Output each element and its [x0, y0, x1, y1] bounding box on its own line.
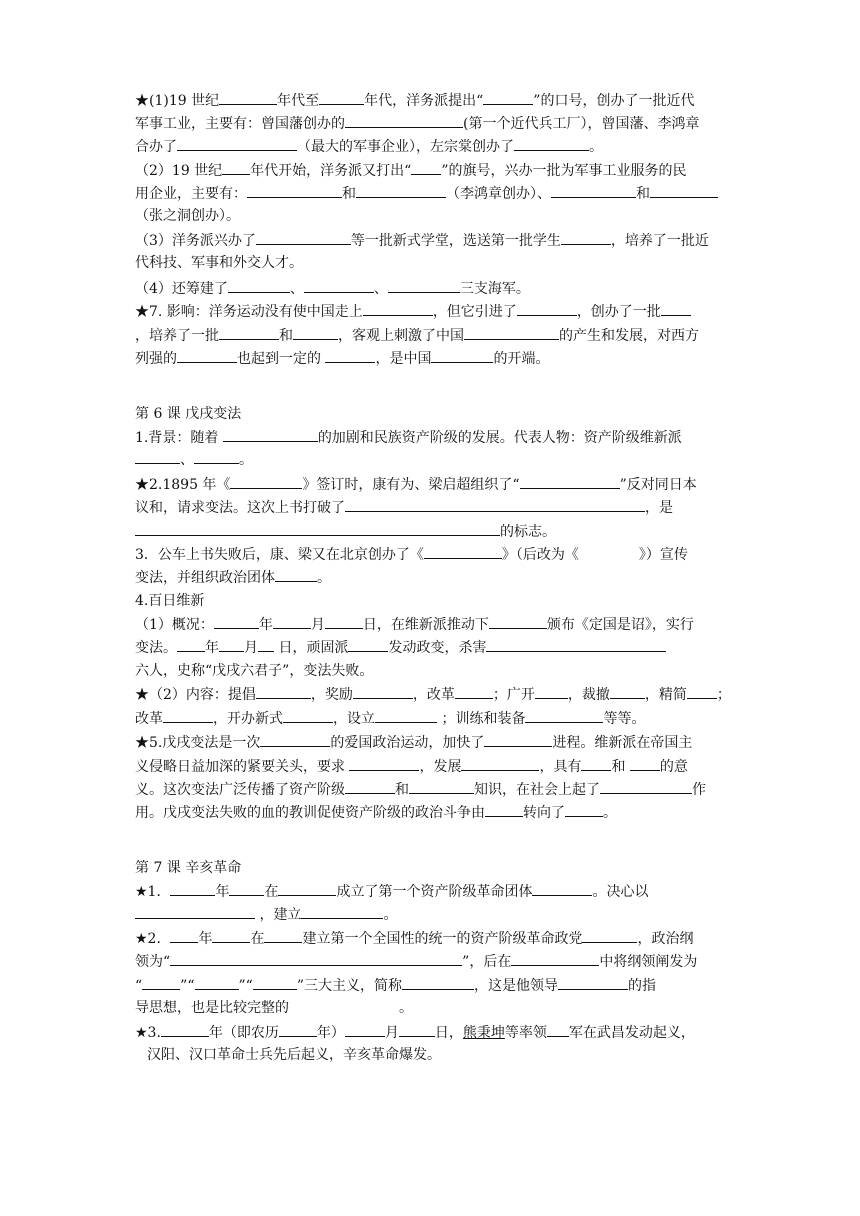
fill-blank[interactable] [630, 755, 660, 771]
line-text: ，但它引进了 [432, 304, 517, 320]
text-line [135, 448, 253, 470]
line-text: （李鸿章创办）、 [446, 186, 551, 202]
line-text: 》签订时，康有为、梁启超组织了“ [302, 477, 520, 493]
fill-blank[interactable] [219, 324, 279, 340]
line-text: 月 [384, 1025, 399, 1041]
line-text: （2）19 世纪 [135, 163, 223, 179]
text-line [147, 1044, 441, 1066]
text-line [135, 950, 697, 972]
line-text: （1）概况： [135, 617, 214, 633]
line-text: 义侵略日益加深的紧要关头，要求 [135, 759, 350, 775]
text-line [135, 205, 240, 227]
fill-blank[interactable] [161, 1021, 209, 1037]
text-line [135, 974, 656, 996]
line-text: ★5.戊戌变法是一次 [135, 735, 261, 751]
fill-blank[interactable] [399, 1021, 435, 1037]
text-line [135, 880, 648, 902]
fill-blank[interactable] [194, 448, 239, 464]
fill-blank[interactable] [304, 277, 374, 293]
line-text: 在 [264, 884, 279, 900]
fill-blank[interactable] [558, 974, 628, 990]
fill-blank[interactable] [565, 801, 603, 817]
fill-blank[interactable] [411, 159, 441, 175]
fill-blank[interactable] [229, 880, 264, 896]
fill-blank[interactable] [461, 755, 539, 771]
line-text: 在 [250, 931, 265, 947]
line-text: 转向了 [523, 805, 565, 821]
line-text: 。 [317, 570, 331, 586]
line-text: ，是 [645, 500, 673, 516]
fill-blank[interactable] [388, 277, 460, 293]
fill-blank[interactable] [349, 755, 419, 771]
underlined-name: 熊秉坤 [462, 1025, 505, 1041]
line-text: （3）洋务派兴办了 [135, 233, 256, 249]
text-line [135, 801, 617, 823]
line-text: 成立了第一个资产阶级革命团体 [336, 884, 533, 900]
fill-blank[interactable] [170, 950, 462, 966]
line-text: ”的旗号，兴办一批为军事工业服务的民 [441, 163, 687, 179]
fill-blank[interactable] [511, 950, 599, 966]
line-text: ★2． [135, 931, 171, 947]
fill-blank[interactable] [582, 927, 637, 943]
fill-blank[interactable] [409, 778, 474, 794]
text-line [135, 543, 688, 565]
text-line [135, 903, 397, 925]
fill-blank[interactable] [135, 448, 180, 464]
line-text: 等等。 [603, 711, 646, 727]
fill-blank[interactable] [345, 1021, 385, 1037]
line-text: 日， [434, 1025, 463, 1041]
line-text: ”三大主义，简称 [296, 978, 402, 994]
line-text: 。 [603, 805, 617, 821]
line-text: 和 [395, 782, 409, 798]
fill-blank[interactable] [247, 182, 342, 198]
line-text: 月 [310, 617, 325, 633]
line-text: 。 [239, 452, 253, 468]
line-text: ；广开 [492, 687, 535, 703]
line-text: 导思想，也是比较完整的 [135, 1000, 289, 1016]
fill-blank[interactable] [256, 229, 351, 245]
line-text: 改革 [135, 711, 163, 727]
line-text: ★7. 影响：洋务运动没有使中国走上 [135, 304, 363, 320]
line-text: 义。这次变法广泛传播了资产阶级 [135, 782, 345, 798]
line-text: ，客观上刺激了中国 [338, 328, 464, 344]
fill-blank[interactable] [532, 880, 592, 896]
fill-blank[interactable] [514, 135, 589, 151]
line-text: 中将纲领阐发为 [599, 954, 698, 970]
line-text: 第 6 课 戊戌变法 [135, 406, 242, 422]
line-text: 发动政变，杀害 [388, 640, 487, 656]
fill-blank[interactable] [485, 801, 523, 817]
fill-blank[interactable] [483, 89, 533, 105]
line-text: 的意 [659, 759, 688, 775]
text-line [135, 135, 603, 157]
line-text: 年代，洋务派提出“ [364, 93, 484, 109]
text-line [135, 89, 694, 111]
text-line [135, 520, 556, 542]
fill-blank[interactable] [258, 636, 274, 652]
line-text: ，建立 [255, 907, 302, 923]
line-text: ，开办新式 [213, 711, 283, 727]
fill-blank[interactable] [195, 974, 239, 990]
line-text: ”“ [238, 978, 253, 994]
fill-blank[interactable] [424, 543, 502, 559]
text-line [135, 347, 549, 369]
fill-blank[interactable] [535, 683, 568, 699]
fill-blank[interactable] [301, 903, 383, 919]
fill-space[interactable] [289, 997, 399, 1012]
fill-blank[interactable] [264, 927, 302, 943]
line-text: ，奖励 [310, 687, 353, 703]
line-text: 列强的 [135, 351, 177, 367]
fill-space[interactable] [579, 544, 639, 559]
line-text: 的开端。 [493, 351, 550, 367]
fill-blank[interactable] [325, 613, 363, 629]
fill-blank[interactable] [520, 473, 620, 489]
text-line [135, 755, 688, 777]
line-text: (第一个近代兵工厂），曾国藩、李鸿章 [463, 116, 700, 132]
fill-blank[interactable] [581, 755, 611, 771]
line-text: （4）还筹建了 [135, 281, 228, 297]
fill-blank[interactable] [600, 778, 692, 794]
line-text: ，是中国 [375, 351, 432, 367]
text-line [135, 112, 699, 134]
line-text: 等率领 [504, 1025, 547, 1041]
fill-blank[interactable] [283, 707, 333, 723]
line-text: 颁布《定国是诏》，实行 [546, 617, 694, 633]
line-text: 年 [215, 884, 230, 900]
fill-blank[interactable] [486, 636, 666, 652]
line-text: ，发展 [419, 759, 462, 775]
fill-blank[interactable] [142, 974, 180, 990]
line-text: 年） [316, 1025, 345, 1041]
line-text: 的标志。 [500, 524, 556, 540]
line-text: 日，在维新派推动下 [362, 617, 489, 633]
text-line [135, 300, 691, 322]
fill-blank[interactable] [177, 347, 237, 363]
line-text: ，裁撤 [567, 687, 610, 703]
text-line [135, 857, 241, 879]
fill-blank[interactable] [222, 159, 250, 175]
fill-blank[interactable] [610, 683, 645, 699]
fill-blank[interactable] [214, 613, 259, 629]
line-text: 。 [383, 907, 398, 923]
fill-blank[interactable] [551, 182, 636, 198]
fill-blank[interactable] [431, 347, 493, 363]
line-text: ，具有 [539, 759, 582, 775]
fill-blank[interactable] [561, 229, 611, 245]
fill-blank[interactable] [253, 974, 297, 990]
text-line [135, 613, 694, 635]
line-text: 日，顽固派 [274, 640, 349, 656]
fill-blank[interactable] [687, 683, 717, 699]
fill-blank[interactable] [353, 683, 413, 699]
fill-blank[interactable] [135, 903, 255, 919]
line-text: 》）宣传 [638, 547, 688, 563]
fill-blank[interactable] [293, 324, 338, 340]
line-text: 的加剧和民族资产阶级的发展。代表人物：资产阶级维新派 [317, 430, 682, 446]
line-text: ”的口号，创办了一批近代 [533, 93, 695, 109]
line-text: 、 [180, 452, 194, 468]
line-text: 的爱国政治运动，加快了 [330, 735, 485, 751]
fill-blank[interactable] [356, 182, 446, 198]
line-text: 和 [636, 186, 650, 202]
fill-blank[interactable] [219, 89, 277, 105]
line-text: ，政治纲 [637, 931, 694, 947]
line-text: 进程。维新派在帝国主 [552, 735, 693, 751]
fill-blank[interactable] [275, 566, 317, 582]
fill-blank[interactable] [525, 707, 603, 723]
fill-blank[interactable] [230, 473, 302, 489]
text-line [135, 683, 731, 705]
line-text: 月 [244, 640, 258, 656]
text-line [135, 1021, 695, 1043]
fill-blank[interactable] [489, 613, 547, 629]
line-text: ★(1)19 世纪 [135, 93, 220, 109]
fill-blank[interactable] [163, 707, 213, 723]
line-text: 汉阳、汉口革命士兵先后起义，辛亥革命爆发。 [147, 1047, 441, 1063]
fill-blank[interactable] [170, 927, 198, 943]
fill-blank[interactable] [319, 89, 364, 105]
fill-blank[interactable] [345, 112, 463, 128]
text-line [135, 159, 687, 181]
text-line [135, 566, 331, 588]
fill-blank[interactable] [484, 731, 552, 747]
line-text: 》（后改为《 [501, 547, 579, 563]
fill-blank[interactable] [464, 324, 559, 340]
line-text: “ [135, 978, 143, 994]
line-text: ，设立 [333, 711, 375, 727]
line-text: 变法，并组织政治团体 [135, 570, 275, 586]
text-line [135, 707, 645, 729]
line-text: ；训练和装备 [437, 711, 526, 727]
line-text: 年代开始，洋务派又打出“ [250, 163, 412, 179]
line-text: 、 [373, 281, 388, 297]
fill-blank[interactable] [135, 520, 500, 536]
line-text: ★2.1895 年《 [135, 477, 231, 493]
fill-blank[interactable] [402, 974, 474, 990]
line-text: ，精简 [644, 687, 687, 703]
line-text: 年（即农历 [208, 1025, 279, 1041]
text-line [135, 660, 373, 682]
text-line [135, 496, 673, 518]
text-line [135, 927, 693, 949]
line-text: 合办了 [135, 139, 177, 155]
line-text: 也起到一定的 [237, 351, 326, 367]
line-text: ”“ [180, 978, 195, 994]
line-text: 领为“ [135, 954, 171, 970]
text-line [135, 182, 718, 204]
line-text: 和 [342, 186, 356, 202]
line-text: 等一批新式学堂，选送第一批学生 [350, 233, 561, 249]
fill-blank[interactable] [547, 1021, 569, 1037]
line-text: 变法。 [135, 640, 177, 656]
line-text: 。 [399, 1000, 413, 1016]
line-text: 六人，史称“戊戌六君子”，变法失败。 [135, 663, 374, 679]
fill-blank[interactable] [279, 1021, 317, 1037]
line-text: 军事工业，主要有：曾国藩创办的 [135, 116, 345, 132]
fill-blank[interactable] [325, 347, 375, 363]
fill-blank[interactable] [177, 636, 205, 652]
fill-blank[interactable] [345, 496, 645, 512]
text-line [135, 403, 241, 425]
fill-blank[interactable] [273, 613, 311, 629]
line-text: ，改革 [412, 687, 455, 703]
line-text: ，这是他领导 [474, 978, 558, 994]
fill-blank[interactable] [260, 731, 330, 747]
text-line [135, 426, 682, 448]
text-line [135, 636, 666, 658]
line-text: （张之洞创办）。 [135, 208, 240, 224]
line-text: 和 [611, 759, 630, 775]
text-line [135, 997, 413, 1019]
fill-blank[interactable] [661, 300, 691, 316]
line-text: 作 [692, 782, 706, 798]
line-text: 年代至 [277, 93, 320, 109]
fill-blank[interactable] [177, 135, 297, 151]
line-text: 1.背景：随着 [135, 430, 223, 446]
fill-blank[interactable] [650, 182, 718, 198]
fill-blank[interactable] [223, 426, 318, 442]
line-text: ★（2）内容：提倡 [135, 687, 256, 703]
line-text: 年 [198, 931, 213, 947]
fill-blank[interactable] [455, 683, 493, 699]
fill-blank[interactable] [348, 636, 388, 652]
line-text: ★3. [135, 1025, 161, 1041]
line-text: 。 [589, 139, 603, 155]
line-text: 议和，请求变法。这次上书打破了 [135, 500, 345, 516]
text-line [135, 473, 697, 495]
text-line [135, 229, 709, 251]
line-text: 军在武昌发动起义， [568, 1025, 695, 1041]
line-text: 用企业，主要有： [135, 186, 247, 202]
line-text: 、 [289, 281, 304, 297]
line-text: ，创办了一批 [576, 304, 661, 320]
fill-blank[interactable] [170, 880, 215, 896]
text-line [135, 731, 692, 753]
text-line [135, 252, 303, 274]
fill-blank[interactable] [363, 300, 433, 316]
line-text: ★1． [135, 884, 171, 900]
line-text: 和 [279, 328, 293, 344]
text-line [135, 324, 699, 346]
fill-blank[interactable] [517, 300, 577, 316]
line-text: （最大的军事企业），左宗棠创办了 [297, 139, 514, 155]
line-text: ”，后在 [462, 954, 512, 970]
text-line [135, 277, 530, 299]
line-text: 年 [258, 617, 273, 633]
line-text: 的指 [628, 978, 656, 994]
line-text: 3．公车上书失败后，康、梁又在北京创办了《 [135, 547, 424, 563]
line-text: 第 7 课 辛亥革命 [135, 860, 242, 876]
line-text: ，培养了一批 [135, 328, 219, 344]
fill-blank[interactable] [256, 683, 311, 699]
line-text: 建立第一个全国性的统一的资产阶级革命政党 [302, 931, 583, 947]
line-text: 知识，在社会上起了 [474, 782, 600, 798]
line-text: 用。戊戌变法失败的血的教训促使资产阶级的政治斗争由 [135, 805, 485, 821]
fill-blank[interactable] [278, 880, 336, 896]
fill-blank[interactable] [375, 707, 437, 723]
fill-blank[interactable] [345, 778, 395, 794]
fill-blank[interactable] [212, 927, 250, 943]
line-text: 的产生和发展，对西方 [559, 328, 699, 344]
line-text: 。决心以 [592, 884, 649, 900]
text-line [135, 778, 706, 800]
line-text: ”反对同日本 [619, 477, 697, 493]
line-text: ，培养了一批近 [610, 233, 709, 249]
line-text: 代科技、军事和外交人才。 [135, 255, 303, 271]
line-text: 三支海军。 [459, 281, 530, 297]
line-text: ； [716, 687, 731, 703]
line-text: 4.百日维新 [135, 593, 205, 609]
text-line [135, 590, 204, 612]
line-text: 年 [205, 640, 219, 656]
fill-blank[interactable] [219, 636, 244, 652]
fill-blank[interactable] [228, 277, 290, 293]
